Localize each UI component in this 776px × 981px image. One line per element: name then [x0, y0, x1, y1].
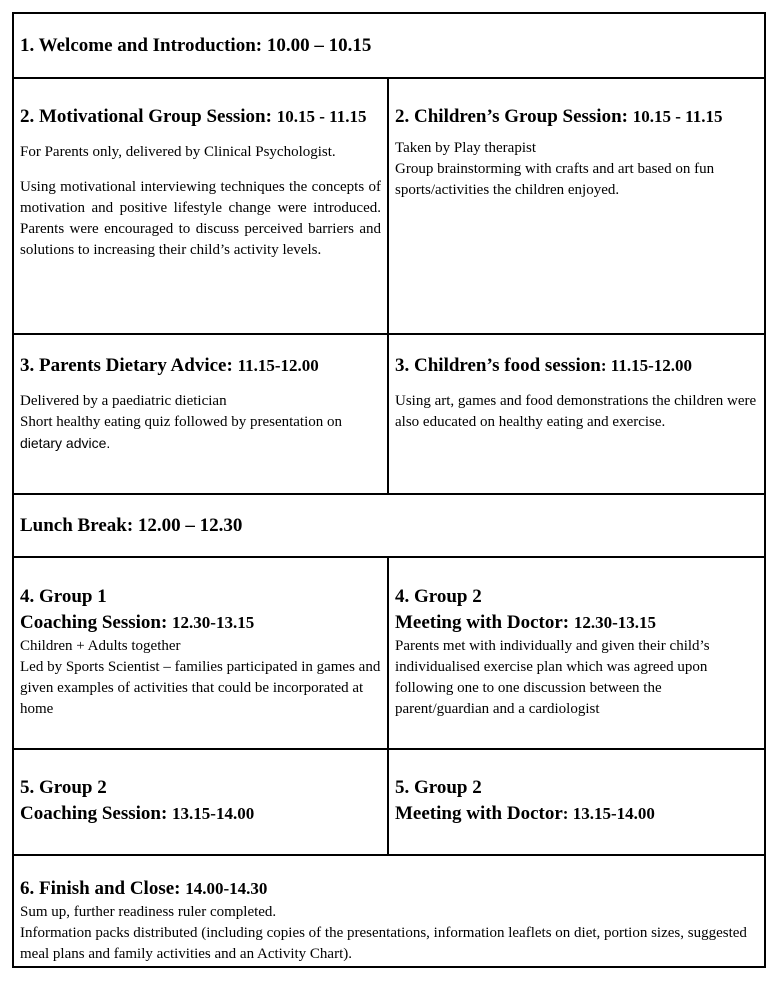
cell-lunch-break — [13, 494, 765, 557]
g1-coaching-description: Led by Sports Scientist – families participated in games and given examples of activities that could be incorporated at home — [20, 659, 381, 717]
motivational-heading — [20, 104, 381, 130]
cell-finish-close — [13, 855, 765, 967]
row-session-2 — [13, 78, 765, 334]
g2-doctor-group: 4. Group 2 — [395, 586, 482, 607]
g2-doctor-description: Parents met with individually and given their child’s individualised exercise plan which was agreed upon following one to one discussion between the parent/guardian and a cardiologist — [395, 638, 710, 717]
cell-welcome — [13, 13, 765, 78]
row-lunch — [13, 494, 765, 557]
cell-group2-coaching — [13, 749, 388, 855]
g2-doctor2-title: Meeting with Doctor — [395, 803, 563, 824]
row-finish — [13, 855, 765, 967]
dietary-description: Short healthy eating quiz followed by presentation on — [20, 414, 343, 430]
g2-doctor2-heading — [395, 801, 758, 827]
dietary-title: 3. Parents Dietary Advice: — [20, 355, 238, 376]
g2-coaching-title: Coaching Session: — [20, 803, 173, 824]
row-session-5 — [13, 749, 765, 855]
children-food-heading — [395, 353, 758, 379]
welcome-heading: 1. Welcome and Introduction: 10.00 – 10.15 — [20, 34, 372, 56]
finish-heading — [20, 876, 758, 902]
motivational-time: 10.15 - 11.15 — [276, 107, 367, 126]
cell-group2-doctor-2 — [388, 749, 765, 855]
finish-title: 6. Finish and Close: — [20, 878, 186, 899]
finish-time: 14.00-14.30 — [185, 879, 268, 898]
children-group-title: 2. Children’s Group Session: — [395, 106, 633, 127]
row-session-4 — [13, 557, 765, 749]
dietary-heading — [20, 353, 381, 379]
lunch-heading: Lunch Break: 12.00 – 12.30 — [20, 514, 243, 536]
g1-coaching-group: 4. Group 1 — [20, 586, 107, 607]
children-group-description: Group brainstorming with crafts and art based on fun sports/activities the children enjoyed. — [395, 161, 715, 198]
children-group-heading — [395, 104, 758, 130]
g2-doctor2-group: 5. Group 2 — [395, 777, 482, 798]
motivational-audience: For Parents only, delivered by Clinical Psychologist. — [20, 144, 336, 160]
g2-doctor-time: 12.30-13.15 — [573, 613, 657, 632]
g1-coaching-heading — [20, 610, 381, 636]
g2-doctor-title: Meeting with Doctor: — [395, 612, 574, 633]
cell-motivational-session — [13, 78, 388, 334]
row-session-3 — [13, 334, 765, 494]
row-welcome — [13, 13, 765, 78]
children-food-time: : 11.15-12.00 — [600, 356, 693, 375]
children-group-time: 10.15 - 11.15 — [632, 107, 723, 126]
dietary-deliverer: Delivered by a paediatric dietician — [20, 393, 227, 409]
g1-coaching-time: 12.30-13.15 — [172, 613, 255, 632]
g2-coaching-time: 13.15-14.00 — [172, 804, 255, 823]
g2-coaching-heading — [20, 801, 381, 827]
cell-children-food-session — [388, 334, 765, 494]
dietary-description-end: dietary advice. — [20, 435, 111, 451]
g1-coaching-participants: Children + Adults together — [20, 638, 181, 654]
children-food-title: 3. Children’s food session — [395, 355, 601, 376]
children-group-leader: Taken by Play therapist — [395, 140, 536, 156]
g2-doctor2-time: : 13.15-14.00 — [562, 804, 655, 823]
cell-group1-coaching — [13, 557, 388, 749]
g2-coaching-group: 5. Group 2 — [20, 777, 107, 798]
finish-info-packs: Information packs distributed (including copies of the presentations, information leaflets on diet, portion sizes, suggested meal plans and family activities and an Activity Chart). — [20, 925, 747, 962]
g2-doctor-heading — [395, 610, 758, 636]
motivational-title: 2. Motivational Group Session: — [20, 106, 277, 127]
cell-dietary-advice — [13, 334, 388, 494]
cell-children-group-session — [388, 78, 765, 334]
dietary-time: 11.15-12.00 — [237, 356, 319, 375]
motivational-description: Using motivational interviewing techniques the concepts of motivation and positive lifestyle change were introduced. Parents were encouraged to discuss perceived barriers and solutions to increasing their child’s activity levels. — [20, 179, 381, 258]
g1-coaching-title: Coaching Session: — [20, 612, 173, 633]
finish-summary: Sum up, further readiness ruler completed. — [20, 904, 277, 920]
schedule-table — [12, 12, 766, 968]
cell-group2-doctor — [388, 557, 765, 749]
children-food-description: Using art, games and food demonstrations the children were also educated on healthy eating and exercise. — [395, 393, 757, 430]
